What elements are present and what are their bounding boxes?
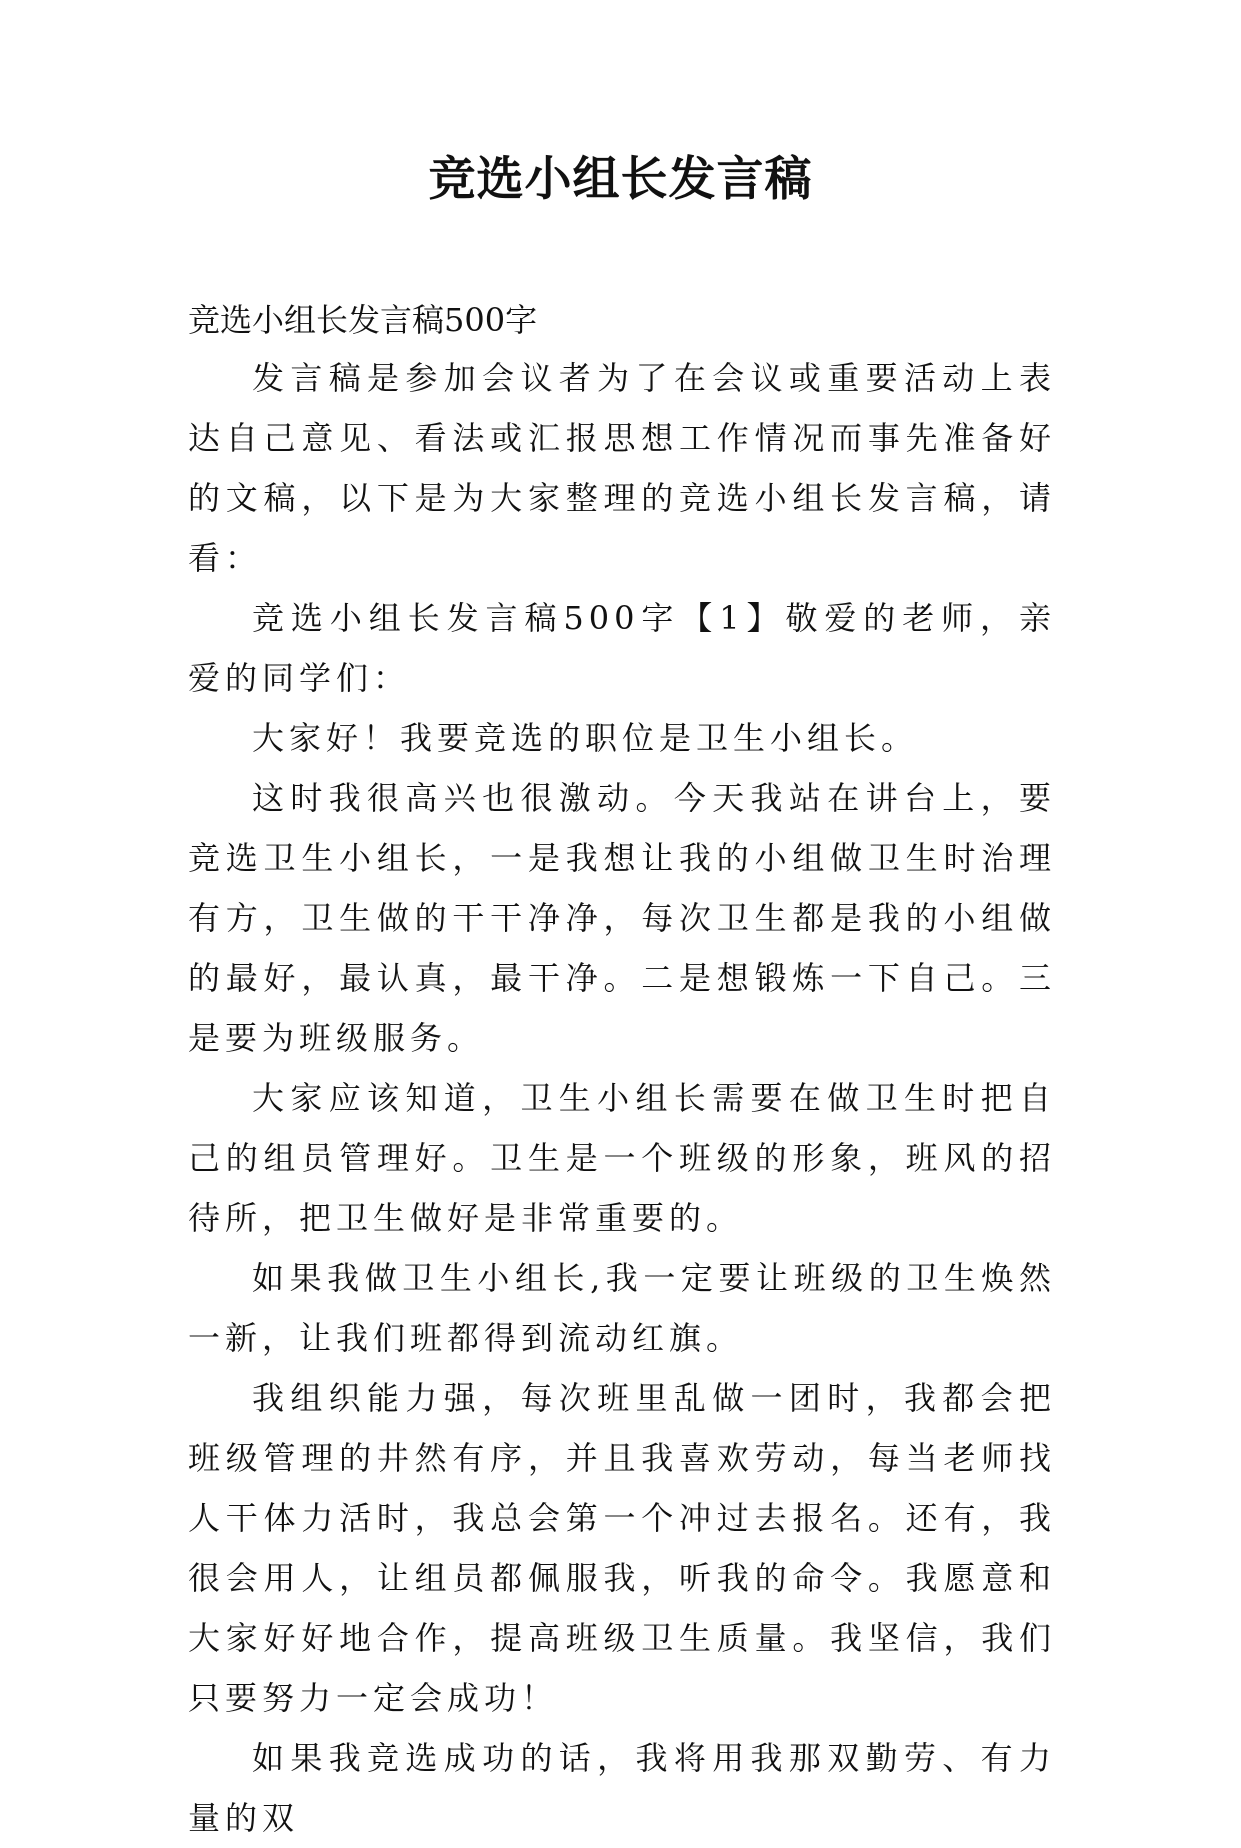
document-subtitle: 竞选小组长发言稿500字 [188,301,538,339]
paragraph-intro: 发言稿是参加会议者为了在会议或重要活动上表达自己意见、看法或汇报思想工作情况而事先准备好的文稿，以下是为大家整理的竞选小组长发言稿，请看： [188,359,1056,577]
paragraph-reasons: 这时我很高兴也很激动。今天我站在讲台上，要竞选卫生小组长，一是我想让我的小组做卫生时治理有方，卫生做的干干净净，每次卫生都是我的小组做的最好，最认真，最干净。二是想锻炼一下自己。三是要为班级服务。 [188,779,1056,1057]
paragraph-greeting: 大家好！我要竞选的职位是卫生小组长。 [252,719,919,757]
paragraph-speech-heading: 竞选小组长发言稿500字【1】敬爱的老师，亲爱的同学们： [188,599,1056,697]
document-body [188,348,1056,1848]
paragraph-promise: 如果我做卫生小组长,我一定要让班级的卫生焕然一新，让我们班都得到流动红旗。 [188,1259,1056,1357]
paragraph-closing-start: 如果我竞选成功的话，我将用我那双勤劳、有力量的双 [188,1739,1056,1837]
paragraph-role-importance: 大家应该知道，卫生小组长需要在做卫生时把自己的组员管理好。卫生是一个班级的形象，班风的招待所，把卫生做好是非常重要的。 [188,1079,1056,1237]
document-title: 竞选小组长发言稿 [428,152,813,207]
paragraph-abilities: 我组织能力强，每次班里乱做一团时，我都会把班级管理的井然有序，并且我喜欢劳动，每当老师找人干体力活时，我总会第一个冲过去报名。还有，我很会用人，让组员都佩服我，听我的命令。我愿意和大家好好地合作，提高班级卫生质量。我坚信，我们只要努力一定会成功！ [188,1379,1056,1717]
